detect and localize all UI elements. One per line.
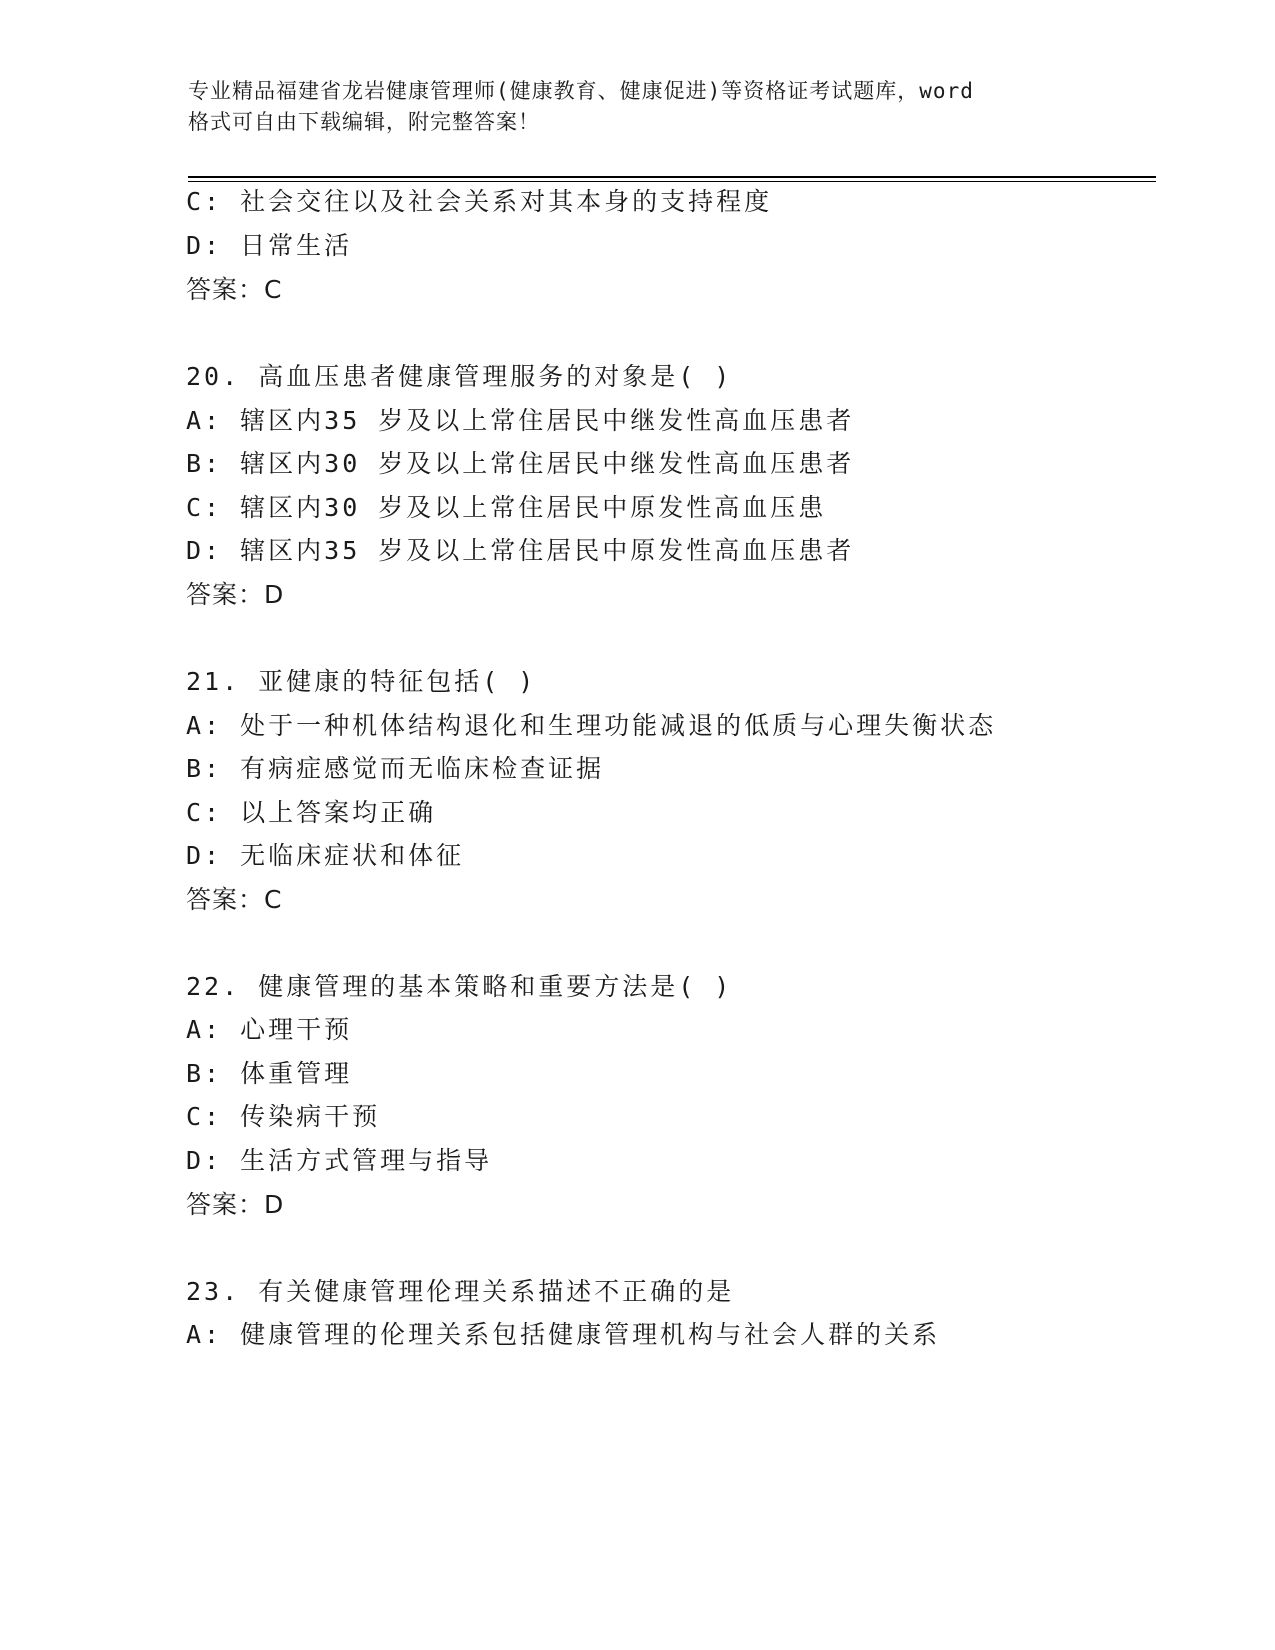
question-20: 20. 高血压患者健康管理服务的对象是( ) [186,362,733,391]
option-b-q20: B: 辖区内30 岁及以上常住居民中继发性高血压患者 [186,449,855,478]
option-d-q20: D: 辖区内35 岁及以上常住居民中原发性高血压患者 [186,536,855,565]
option-b-q21: B: 有病症感觉而无临床检查证据 [186,754,605,783]
question-23: 23. 有关健康管理伦理关系描述不正确的是 [186,1277,735,1306]
option-a-q23: A: 健康管理的伦理关系包括健康管理机构与社会人群的关系 [186,1320,941,1349]
header-divider-thin [188,181,1156,182]
option-a-q21: A: 处于一种机体结构退化和生理功能减退的低质与心理失衡状态 [186,711,997,740]
option-c-q21: C: 以上答案均正确 [186,798,437,827]
document-header [188,76,1088,138]
option-d-q21: D: 无临床症状和体征 [186,841,465,870]
header-divider-thick [188,176,1156,178]
question-21: 21. 亚健康的特征包括( ) [186,667,537,696]
option-b-q22: B: 体重管理 [186,1059,353,1088]
answer-q19: 答案：C [186,275,283,304]
answer-q20: 答案：D [186,580,285,609]
option-c-q19: C: 社会交往以及社会关系对其本身的支持程度 [186,187,773,216]
option-d-q22: D: 生活方式管理与指导 [186,1146,493,1175]
answer-q21: 答案：C [186,885,283,914]
header-line-2: 格式可自由下载编辑，附完整答案！ [188,110,540,134]
question-22: 22. 健康管理的基本策略和重要方法是( ) [186,972,733,1001]
option-c-q20: C: 辖区内30 岁及以上常住居民中原发性高血压患 [186,493,827,522]
header-line-1: 专业精品福建省龙岩健康管理师(健康教育、健康促进)等资格证考试题库，word [188,79,974,103]
option-c-q22: C: 传染病干预 [186,1102,381,1131]
option-d-q19: D: 日常生活 [186,231,353,260]
option-a-q22: A: 心理干预 [186,1015,353,1044]
answer-q22: 答案：D [186,1190,285,1219]
option-a-q20: A: 辖区内35 岁及以上常住居民中继发性高血压患者 [186,406,855,435]
